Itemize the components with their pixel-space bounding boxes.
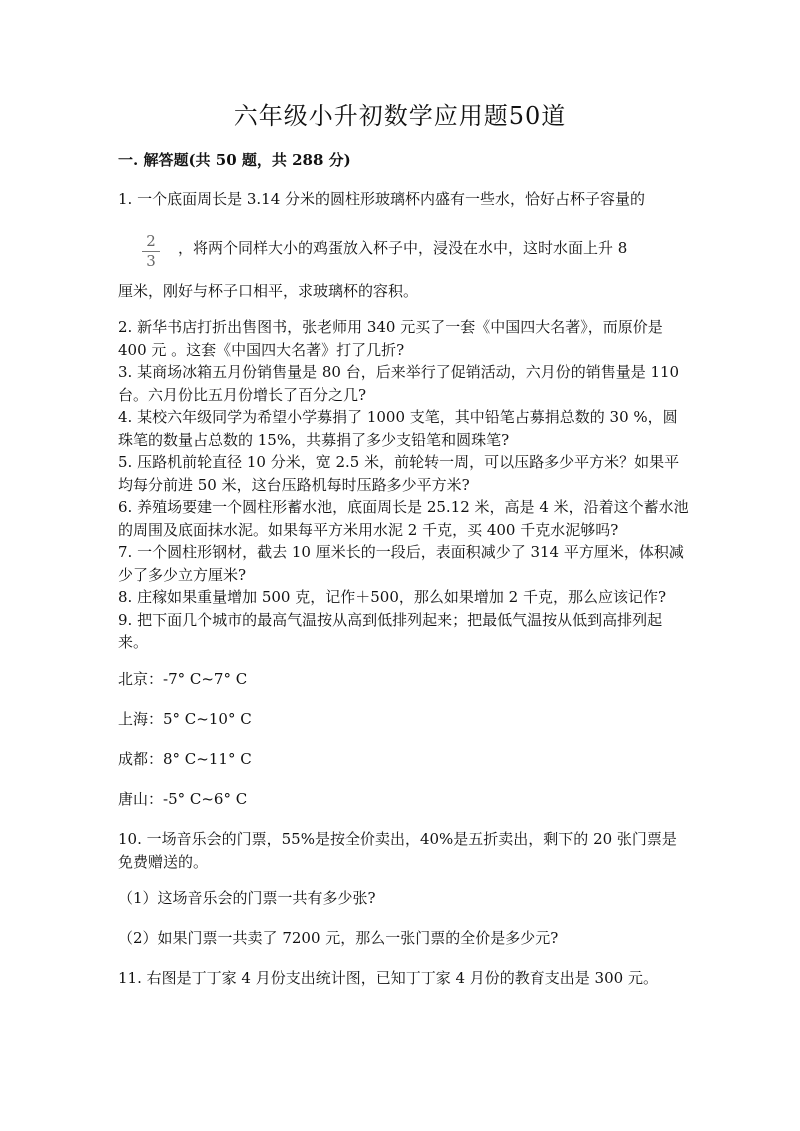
city-temp-beijing: 北京：-7° C~7° C <box>118 670 248 688</box>
question-10-part-1: （1）这场音乐会的门票一共有多少张? <box>118 889 376 907</box>
fraction-numerator: 2 <box>146 232 156 250</box>
question-10: 10. 一场音乐会的门票，55%是按全价卖出，40%是五折卖出，剩下的 20 张门票是免费赠送的。 <box>118 830 677 871</box>
fraction-two-thirds <box>140 233 162 270</box>
city-temp-shanghai: 上海：5° C~10° C <box>118 710 252 728</box>
page-title: 六年级小升初数学应用题50道 <box>233 102 567 130</box>
fraction-denominator: 3 <box>146 252 156 270</box>
city-temp-tangshan: 唐山：-5° C~6° C <box>118 790 248 808</box>
section-heading: 一. 解答题(共 50 题，共 288 分) <box>118 151 351 169</box>
question-1-line-2: ，将两个同样大小的鸡蛋放入杯子中，浸没在水中，这时水面上升 8 <box>178 239 628 257</box>
questions-2-to-9: 2. 新华书店打折出售图书，张老师用 340 元买了一套《中国四大名著》，而原价是 400 元 。这套《中国四大名著》打了几折? 3. 某商场冰箱五月份销售量是 80 台，后来举行了促销活动，六月份的销售量是 110 台。六月份比五月份增长了百分之几? 4. 某校六年级同学为希望小学募捐了 1000 支笔，其中铅笔占募捐总数的 30 %，圆珠笔的数量占总数的 15%，共募捐了多少支铅笔和圆珠笔? 5. 压路机前轮直径 10 分米，宽 2.5 米，前轮转一周，可以压路多少平方米？如果平均每分前进 50 米，这台压路机每时压路多少平方米? 6. 养殖场要建一个圆柱形蓄水池，底面周长是 25.12 米，高是 4 米，沿着这个蓄水池的周围及底面抹水泥。如果每平方米用水泥 2 千克，买 400 千克水泥够吗? 7. 一个圆柱形钢材，截去 10 厘米长的一段后，表面积减少了 314 平方厘米，体积减少了多少立方厘米? 8. 庄稼如果重量增加 500 克，记作＋500，那么如果增加 2 千克，那么应该记作? 9. 把下面几个城市的最高气温按从高到低排列起来；把最低气温按从低到高排列起来。 <box>118 318 689 651</box>
question-10-part-2: （2）如果门票一共卖了 7200 元，那么一张门票的全价是多少元? <box>118 929 559 947</box>
question-1-line-1: 1. 一个底面周长是 3.14 分米的圆柱形玻璃杯内盛有一些水，恰好占杯子容量的 <box>118 190 646 208</box>
city-temp-chengdu: 成都：8° C~11° C <box>118 750 252 768</box>
question-11: 11. 右图是丁丁家 4 月份支出统计图，已知丁丁家 4 月份的教育支出是 300 元。 <box>118 969 658 987</box>
question-1-line-3: 厘米，刚好与杯子口相平，求玻璃杯的容积。 <box>118 282 419 300</box>
